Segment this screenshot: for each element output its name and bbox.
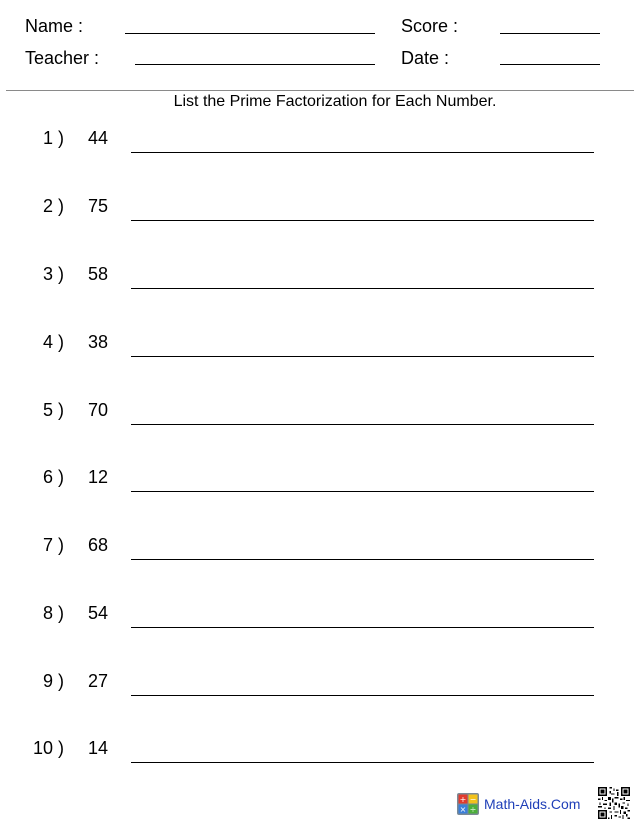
problem-row — [0, 669, 638, 699]
problem-label: 1 ) — [42, 128, 64, 148]
problem-number: 70 — [88, 400, 109, 420]
problem-number: 14 — [88, 738, 109, 758]
problem-number: 27 — [88, 671, 109, 691]
problem-number: 58 — [88, 264, 109, 284]
problem-label: 10 ) — [32, 738, 64, 758]
instructions: List the Prime Factorization for Each Number. — [173, 93, 497, 110]
problem-row — [0, 262, 638, 292]
score-field-line[interactable] — [500, 33, 600, 34]
problem-label: 3 ) — [42, 264, 64, 284]
problem-row — [0, 465, 638, 495]
problem-label: 8 ) — [42, 603, 64, 623]
answer-line[interactable] — [131, 762, 594, 763]
problem-label: 2 ) — [42, 196, 64, 216]
problem-label: 6 ) — [42, 467, 64, 487]
teacher-field-line[interactable] — [135, 64, 375, 65]
qr-code-icon — [598, 787, 630, 819]
problem-label: 5 ) — [42, 400, 64, 420]
problem-row — [0, 194, 638, 224]
svg-text:÷: ÷ — [469, 805, 477, 814]
problem-number: 12 — [88, 467, 109, 487]
math-aids-logo-icon — [457, 793, 479, 815]
teacher-label: Teacher : — [25, 48, 100, 68]
problem-number: 68 — [88, 535, 109, 555]
name-field-line[interactable] — [125, 33, 375, 34]
site-name[interactable]: Math-Aids.Com — [484, 796, 581, 812]
score-label: Score : — [401, 16, 459, 36]
answer-line[interactable] — [131, 424, 594, 425]
answer-line[interactable] — [131, 288, 594, 289]
date-label: Date : — [401, 48, 450, 68]
svg-text:−: − — [469, 795, 477, 804]
name-label: Name : — [25, 16, 84, 36]
problem-row — [0, 398, 638, 428]
answer-line[interactable] — [131, 220, 594, 221]
answer-line[interactable] — [131, 627, 594, 628]
answer-line[interactable] — [131, 356, 594, 357]
svg-text:+: + — [459, 795, 467, 804]
date-field-line[interactable] — [500, 64, 600, 65]
problem-number: 38 — [88, 332, 109, 352]
problem-label: 9 ) — [42, 671, 64, 691]
answer-line[interactable] — [131, 695, 594, 696]
problem-row — [0, 533, 638, 563]
problem-label: 7 ) — [42, 535, 64, 555]
svg-text:×: × — [459, 805, 467, 814]
problem-row — [0, 736, 638, 766]
problem-row — [0, 601, 638, 631]
problem-row — [0, 126, 638, 156]
problem-label: 4 ) — [42, 332, 64, 352]
problem-row — [0, 330, 638, 360]
problem-number: 44 — [88, 128, 109, 148]
problem-number: 75 — [88, 196, 109, 216]
problem-number: 54 — [88, 603, 109, 623]
answer-line[interactable] — [131, 559, 594, 560]
header-divider — [6, 90, 634, 91]
answer-line[interactable] — [131, 491, 594, 492]
answer-line[interactable] — [131, 152, 594, 153]
